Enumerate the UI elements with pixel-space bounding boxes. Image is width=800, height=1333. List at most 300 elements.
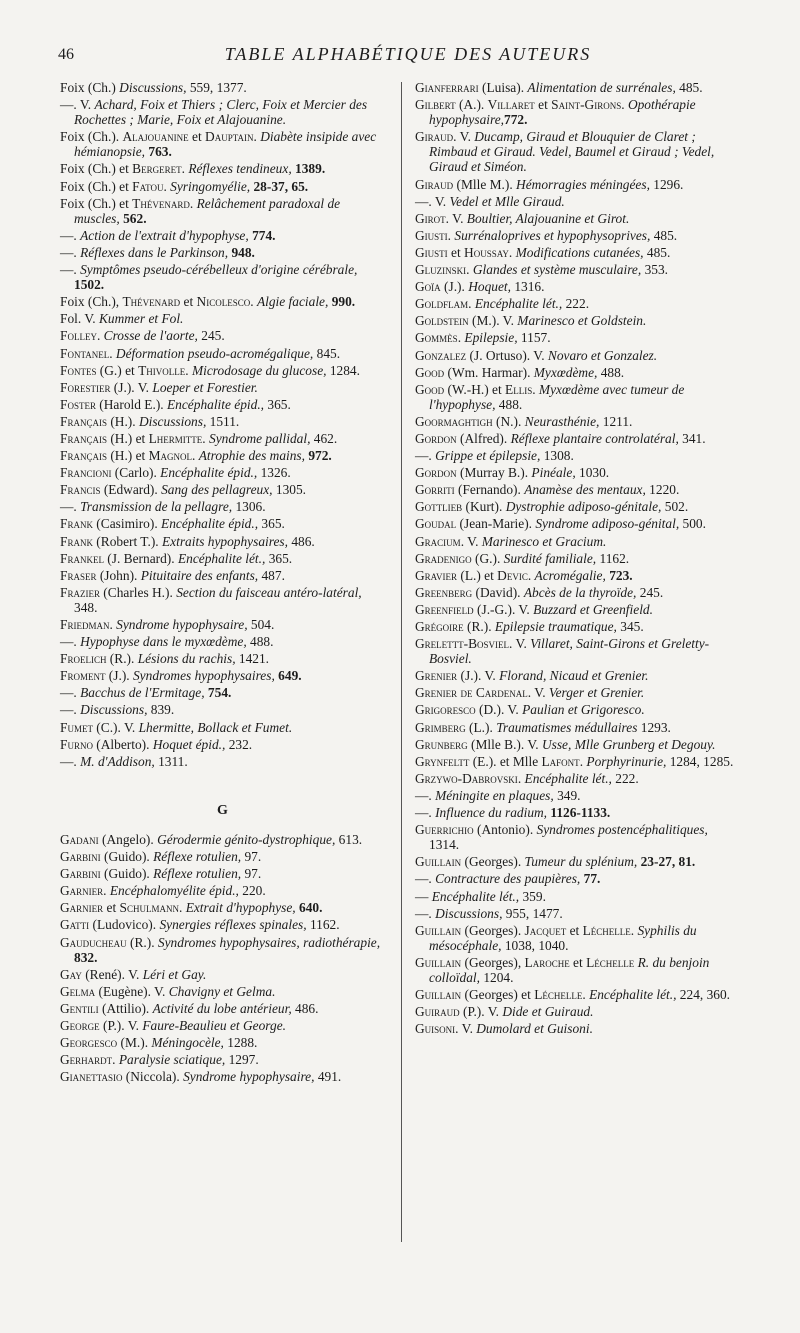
- entry-text: 488.: [246, 634, 274, 650]
- index-entry: [415, 889, 740, 904]
- entry-title: Réflexes tendineux,: [188, 161, 292, 177]
- index-entry: [60, 196, 385, 226]
- author-name: Giraud: [415, 176, 454, 192]
- index-entry: [60, 984, 385, 999]
- author-name: Laroche: [524, 954, 570, 970]
- entry-text: 348.: [74, 599, 98, 615]
- author-name: Saint-Girons: [551, 97, 622, 113]
- index-entry: [60, 397, 385, 412]
- entry-title: Crosse de l'aorte,: [103, 328, 198, 344]
- author-name: Good: [415, 381, 445, 397]
- index-entry: [415, 465, 740, 480]
- entry-title: Influence du radium,: [435, 805, 548, 821]
- entry-text: .: [532, 381, 539, 397]
- author-name: Thévenard: [132, 195, 190, 211]
- entry-text: (René). V.: [81, 966, 143, 982]
- index-entry: [60, 262, 385, 292]
- author-name: Foster: [60, 396, 96, 412]
- entry-title: Discussions,: [138, 413, 207, 429]
- page-reference: 832.: [74, 949, 98, 965]
- author-name: Goldstein: [415, 313, 469, 329]
- entry-text: 97.: [241, 866, 262, 882]
- index-entry: [415, 955, 740, 985]
- author-name: Frazier: [60, 584, 100, 600]
- index-entry: [60, 245, 385, 260]
- entry-text: et: [447, 244, 465, 260]
- index-entry: [60, 311, 385, 326]
- entry-text: (H.).: [106, 413, 139, 429]
- entry-text: 486.: [291, 1000, 319, 1016]
- entry-title: Activité du lobe antérieur,: [152, 1000, 292, 1016]
- entry-title: Myxœdème avec tumeur de l'hypophyse,: [429, 381, 685, 412]
- entry-text: 341.: [678, 430, 706, 446]
- author-name: Devic: [497, 567, 528, 583]
- index-entry: [60, 414, 385, 429]
- entry-text: (Fernando).: [454, 482, 525, 498]
- entry-text: et: [188, 129, 206, 145]
- entry-text: (Luisa).: [478, 80, 528, 95]
- entry-text: et: [566, 922, 583, 938]
- index-entry: [60, 917, 385, 932]
- author-name: Gerhardt: [60, 1052, 113, 1068]
- entry-text: .: [527, 567, 535, 583]
- entry-text: —. V.: [415, 193, 450, 209]
- entry-title: Encéphalite épid.,: [161, 516, 259, 532]
- entry-text: .: [163, 178, 171, 194]
- author-name: Gracium: [415, 533, 461, 549]
- entry-title: Réflexe rotulien,: [153, 849, 242, 865]
- author-name: Gentili: [60, 1000, 99, 1016]
- entry-text: (J.).: [105, 668, 133, 684]
- author-name: Grenier de Cardenal: [415, 685, 528, 701]
- entry-title: Microdosage du glucose,: [191, 362, 327, 378]
- index-entry: [415, 279, 740, 294]
- entry-text: .: [250, 294, 257, 310]
- index-entry: [60, 465, 385, 480]
- author-name: Thévenard: [122, 294, 181, 310]
- author-name: Gravier: [415, 567, 458, 583]
- entry-text: —: [415, 888, 432, 904]
- author-name: Fraser: [60, 567, 97, 583]
- author-name: Gianettasio: [60, 1069, 123, 1085]
- index-entry: [415, 619, 740, 634]
- entry-title: Opothérapie hypophysaire,: [429, 97, 696, 128]
- entry-text: 365.: [265, 550, 293, 566]
- entry-text: et: [534, 97, 552, 113]
- entry-text: 613.: [335, 831, 363, 847]
- entry-text: 1308.: [540, 448, 574, 464]
- entry-text: —.: [415, 871, 436, 887]
- entry-text: 1211.: [599, 413, 633, 429]
- index-entry: [415, 348, 740, 363]
- page-reference: 948.: [231, 244, 255, 260]
- entry-title: Syndromes hypophysaires, radiothérapie,: [157, 934, 381, 950]
- author-name: Giusti: [415, 227, 448, 243]
- entry-text: 1511.: [206, 413, 240, 429]
- author-name: Gauducheau: [60, 934, 127, 950]
- entry-text: Foix (Ch.): [60, 80, 120, 95]
- entry-text: 485.: [650, 227, 678, 243]
- entry-title: Syndromes hypophysaires,: [132, 668, 275, 684]
- entry-text: (Carlo).: [111, 465, 161, 481]
- index-entry: [60, 634, 385, 649]
- entry-title: Acromégalie,: [534, 567, 606, 583]
- index-entry: [415, 448, 740, 463]
- entry-title: Hoquet épid.,: [152, 736, 226, 752]
- entry-text: —.: [60, 702, 81, 718]
- index-entry: [60, 617, 385, 632]
- entry-text: (J.).: [440, 279, 469, 295]
- author-name: Grégoire: [415, 619, 464, 634]
- entry-text: 485.: [643, 244, 671, 260]
- entry-text: —.: [60, 753, 81, 769]
- entry-title: Encéphalite épid.,: [160, 465, 258, 481]
- entry-text: Foix (Ch.) et: [60, 178, 133, 194]
- author-name: Gadani: [60, 831, 99, 847]
- entry-title: Diabète insipide avec hémianopsie,: [74, 129, 377, 160]
- entry-text: 1326.: [257, 465, 291, 481]
- author-name: Garnier: [60, 883, 104, 899]
- index-entry: [60, 900, 385, 915]
- page-reference: 23-27, 81.: [640, 854, 696, 870]
- index-entry: [60, 97, 385, 127]
- entry-title: Atrophie des mains,: [198, 448, 305, 464]
- index-entry: [415, 685, 740, 700]
- index-entry: [415, 788, 740, 803]
- entry-text: et: [103, 900, 120, 916]
- index-entry: [60, 380, 385, 395]
- entry-text: . V.: [527, 685, 549, 701]
- author-name: Goormaghtigh: [415, 413, 493, 429]
- column-divider: [401, 82, 402, 1242]
- entry-text: (M.). V.: [468, 313, 518, 329]
- author-name: Guiraud: [415, 1004, 460, 1020]
- index-entry: [415, 211, 740, 226]
- entry-title: Dide et Guiraud.: [502, 1004, 594, 1020]
- entry-title: Tumeur du splénium,: [524, 854, 638, 870]
- index-entry: [415, 854, 740, 869]
- entry-text: (Guido).: [100, 849, 154, 865]
- author-name: Fatou: [132, 178, 164, 194]
- index-entry: [415, 296, 740, 311]
- page-reference: 990.: [331, 294, 356, 310]
- entry-title: Hémorragies méningées,: [516, 176, 650, 192]
- page-reference: 772.: [504, 112, 528, 128]
- entry-title: Synergies réflexes spinales,: [159, 917, 307, 933]
- author-name: Furno: [60, 736, 93, 752]
- author-name: Schulmann: [119, 900, 179, 916]
- entry-text: 1284.: [326, 362, 360, 378]
- index-entry: [415, 330, 740, 345]
- author-name: Grzywo-Dabrovski: [415, 770, 518, 786]
- author-name: Léchelle: [586, 954, 635, 970]
- author-name: Giusti: [415, 244, 448, 260]
- entry-text: 845.: [313, 345, 341, 361]
- entry-text: (J.-G.). V.: [473, 601, 534, 617]
- author-name: Frank: [60, 533, 93, 549]
- entry-title: Marinesco et Goldstein.: [517, 313, 647, 329]
- entry-title: Encéphalite lét.,: [524, 770, 612, 786]
- entry-text: (Alberto).: [92, 736, 153, 752]
- entry-text: .: [202, 430, 209, 446]
- author-name: Villaret: [487, 97, 535, 113]
- entry-title: Lésions du rachis,: [137, 651, 236, 667]
- author-name: Guillain: [415, 922, 462, 938]
- entry-text: (Georges).: [461, 854, 525, 870]
- entry-title: Syndrome hypophysaire,: [183, 1069, 315, 1085]
- author-name: Gluzinski: [415, 262, 467, 278]
- author-name: Georgesco: [60, 1035, 118, 1051]
- entry-text: 1162.: [306, 917, 340, 933]
- entry-text: 1030.: [575, 465, 610, 481]
- entry-text: (Mlle B.). V.: [467, 736, 542, 752]
- entry-text: (Niccola).: [122, 1069, 184, 1085]
- index-entry: [60, 754, 385, 769]
- entry-text: (L.).: [465, 719, 497, 735]
- entry-title: Grippe et épilepsie,: [435, 448, 541, 464]
- entry-title: Gérodermie génito-dystrophique,: [157, 831, 336, 847]
- entry-title: Buzzard et Greenfield.: [533, 601, 653, 617]
- author-name: Gottlieb: [415, 499, 463, 515]
- index-entry: [60, 685, 385, 700]
- entry-title: Syndrome adiposo-génital,: [535, 516, 680, 532]
- index-entry: [415, 245, 740, 260]
- index-entry: [415, 551, 740, 566]
- index-entry: [415, 923, 740, 953]
- entry-title: Modifications cutanées,: [515, 244, 644, 260]
- index-entry: [60, 737, 385, 752]
- index-entry: [60, 363, 385, 378]
- entry-text: (John).: [96, 567, 141, 583]
- page-reference: 972.: [308, 448, 332, 464]
- index-entry: [415, 516, 740, 531]
- entry-text: 839.: [147, 702, 175, 718]
- author-name: Frank: [60, 516, 93, 532]
- entry-text: 1316.: [510, 279, 545, 295]
- author-name: Gordon: [415, 465, 457, 481]
- author-name: Dauptain: [205, 129, 254, 145]
- entry-title: Glandes et système musculaire,: [472, 262, 642, 278]
- entry-title: Réflexes dans le Parkinson,: [80, 244, 229, 260]
- entry-title: Discussions,: [119, 80, 187, 95]
- entry-text: Fol. V.: [60, 311, 99, 327]
- entry-text: (Jean-Marie).: [456, 516, 536, 532]
- index-entry: [415, 80, 740, 95]
- entry-text: (L.) et: [457, 567, 498, 583]
- author-name: Grigoresco: [415, 702, 476, 718]
- entry-title: Symptômes pseudo-cérébelleux d'origine cérébrale,: [80, 262, 358, 278]
- author-name: Garbini: [60, 849, 101, 865]
- entry-title: Méningite en plaques,: [435, 787, 554, 803]
- author-name: Guillain: [415, 854, 462, 870]
- author-name: Folley: [60, 328, 97, 344]
- right-column: [415, 80, 740, 1038]
- entry-text: . V.: [509, 636, 531, 652]
- entry-title: Epilepsie traumatique,: [494, 619, 617, 634]
- entry-title: Hypophyse dans le myxœdème,: [80, 634, 247, 650]
- entry-title: Encéphalite lét.,: [431, 888, 520, 904]
- entry-title: Dystrophie adiposo-génitale,: [505, 499, 662, 515]
- author-name: Francioni: [60, 465, 112, 481]
- entry-text: .: [253, 129, 261, 145]
- entry-text: —. V.: [60, 97, 95, 113]
- entry-text: (R.).: [106, 651, 138, 667]
- author-name: Gonzalez: [415, 347, 467, 363]
- entry-text: (Murray B.).: [456, 465, 532, 481]
- index-entry: [415, 262, 740, 277]
- entry-title: Surrénaloprives et hypophysoprives,: [454, 227, 651, 243]
- entry-text: (Mlle M.).: [453, 176, 517, 192]
- index-entry: [415, 822, 740, 852]
- entry-text: (G.) et: [96, 362, 139, 378]
- entry-title: Réflexe plantaire controlatéral,: [510, 430, 679, 446]
- entry-title: Paralysie sciatique,: [118, 1052, 226, 1068]
- index-entry: [415, 382, 740, 412]
- entry-title: Porphyrinurie,: [586, 753, 667, 769]
- entry-title: Algie faciale,: [256, 294, 329, 310]
- entry-text: —.: [60, 499, 81, 515]
- author-name: Gorriti: [415, 482, 455, 498]
- entry-text: (Kurt).: [462, 499, 506, 515]
- index-entry: [60, 1069, 385, 1084]
- index-entry: [60, 585, 385, 615]
- entry-text: 1038, 1040.: [501, 937, 569, 953]
- entry-title: Paulian et Grigoresco.: [522, 702, 645, 718]
- entry-title: Discussions,: [435, 905, 503, 921]
- index-entry: [60, 1052, 385, 1067]
- index-entry: [415, 585, 740, 600]
- index-entry: [60, 516, 385, 531]
- entry-title: R. du benjoin colloïdal,: [429, 954, 710, 985]
- index-entry: [415, 987, 740, 1002]
- index-entry: [60, 328, 385, 343]
- entry-text: et: [569, 954, 587, 970]
- index-entry: [60, 534, 385, 549]
- entry-title: Chavigny et Gelma.: [168, 983, 276, 999]
- entry-text: 1314.: [429, 837, 460, 853]
- index-entry: [415, 720, 740, 735]
- entry-text: (Alfred).: [456, 430, 511, 446]
- entry-text: Foix (Ch.),: [60, 294, 123, 310]
- index-entry: [415, 636, 740, 666]
- entry-text: .: [468, 296, 475, 312]
- index-entry: [60, 720, 385, 735]
- author-name: Guerrichio: [415, 822, 474, 838]
- page-reference: 1126-1133.: [550, 805, 611, 821]
- index-entry: [415, 737, 740, 752]
- entry-text: .: [109, 345, 116, 361]
- author-name: Forestier: [60, 379, 111, 395]
- author-name: Frankel: [60, 550, 104, 566]
- index-entry: [60, 499, 385, 514]
- entry-title: Bacchus de l'Ermitage,: [80, 685, 205, 701]
- index-entry: [415, 97, 740, 127]
- entry-title: Encéphalite épid.,: [166, 396, 265, 412]
- author-name: Gianferrari: [415, 80, 479, 95]
- entry-text: (Georges),: [461, 954, 525, 970]
- entry-title: Usse, Mlle Grunberg et Degouy.: [541, 736, 716, 752]
- entry-text: .: [103, 883, 110, 899]
- author-name: Froelich: [60, 651, 107, 667]
- entry-text: (Casimiro).: [92, 516, 162, 532]
- entry-title: Action de l'extrait d'hypophyse,: [80, 227, 249, 243]
- entry-text: (R.).: [463, 619, 495, 634]
- author-name: Girot: [415, 210, 446, 226]
- index-entry: [415, 534, 740, 549]
- page-header: [58, 42, 758, 72]
- entry-text: (Georges) et: [461, 987, 535, 1003]
- index-entry: [60, 568, 385, 583]
- author-name: Magnol: [148, 448, 193, 464]
- entry-text: (A.).: [455, 97, 488, 113]
- entry-title: Encéphalite lét.,: [474, 296, 563, 312]
- entry-text: 1288.: [223, 1035, 258, 1051]
- entry-text: 1220.: [645, 482, 680, 498]
- index-entry: [60, 832, 385, 847]
- index-entry: [60, 1035, 385, 1050]
- entry-text: —.: [415, 805, 436, 821]
- page-reference: 28-37, 65.: [253, 178, 309, 194]
- entry-text: 1297.: [225, 1052, 259, 1068]
- page-reference: 562.: [123, 210, 147, 226]
- entry-text: .: [447, 227, 455, 243]
- entry-text: —.: [60, 634, 81, 650]
- entry-text: .: [466, 262, 473, 278]
- entry-text: 245.: [636, 584, 664, 600]
- author-name: Gordon: [415, 430, 457, 446]
- author-name: Goudal: [415, 516, 457, 532]
- entry-title: Syndromes postencéphalitiques,: [536, 822, 708, 838]
- entry-text: 488.: [495, 396, 523, 412]
- index-entry: [60, 866, 385, 881]
- entry-title: Lhermitte, Bollack et Fumet.: [138, 719, 293, 735]
- author-name: Grynfeltt: [415, 753, 470, 769]
- entry-title: M. d'Addison,: [80, 753, 155, 769]
- author-name: Léchelle: [582, 922, 631, 938]
- index-entry: [415, 482, 740, 497]
- entry-title: Léri et Gay.: [142, 966, 207, 982]
- entry-text: 500.: [679, 516, 706, 532]
- author-name: Good: [415, 364, 445, 380]
- entry-title: Syringomyélie,: [170, 178, 251, 194]
- entry-title: Syndrome hypophysaire,: [116, 617, 248, 632]
- entry-text: (Edward).: [100, 482, 162, 498]
- entry-text: 487.: [258, 567, 285, 583]
- author-name: Greenfield: [415, 601, 474, 617]
- index-entry: [60, 228, 385, 243]
- index-entry: [60, 431, 385, 446]
- entry-text: (Angelo).: [98, 831, 158, 847]
- entry-text: 349.: [553, 787, 581, 803]
- author-name: Goldflam: [415, 296, 469, 312]
- entry-text: (Attilio).: [98, 1000, 153, 1016]
- entry-text: 502.: [661, 499, 689, 515]
- index-entry: [415, 568, 740, 583]
- index-entry: [60, 129, 385, 159]
- author-name: Grelettt-Bosviel: [415, 636, 510, 652]
- entry-title: Méningocèle,: [151, 1035, 224, 1051]
- author-name: Gatti: [60, 917, 90, 933]
- entry-text: (W.-H.) et: [444, 381, 506, 397]
- entry-title: Novaro et Gonzalez.: [547, 347, 658, 363]
- index-entry: [415, 414, 740, 429]
- entry-title: Traumatismes médullaires: [496, 719, 638, 735]
- entry-text: 345.: [616, 619, 644, 634]
- entry-text: (P.). V.: [99, 1017, 143, 1033]
- author-name: Gelma: [60, 983, 96, 999]
- entry-title: Myxœdème,: [533, 364, 598, 380]
- author-name: Grunberg: [415, 736, 468, 752]
